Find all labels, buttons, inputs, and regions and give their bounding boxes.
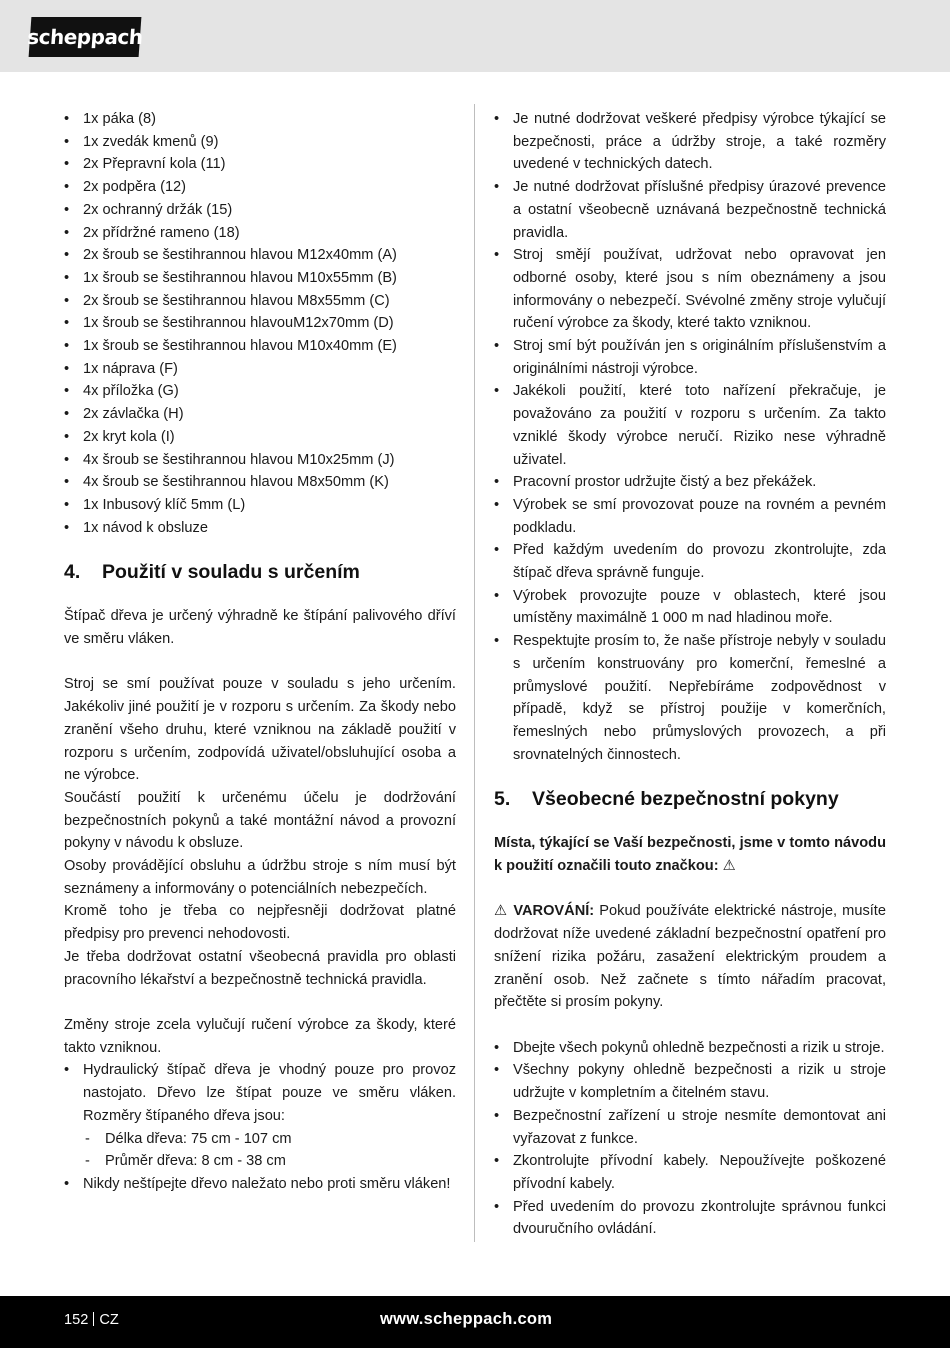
intended-use-intro: Štípač dřeva je určený výhradně ke štípání palivového dříví ve směru vláken.: [64, 608, 456, 648]
list-item: • 2x kryt kola (I): [64, 426, 456, 449]
list-item: • Je nutné dodržovat veškeré předpisy výrobce týkající se bezpečnosti, práce a údržby stroje, a také rozměry uvedené v technických datech.: [494, 108, 886, 176]
list-item: • Je nutné dodržovat příslušné předpisy úrazové prevence a ostatní všeobecně uznávaná bezpečnostně technická pravidla.: [494, 176, 886, 244]
list-item: • Výrobek se smí provozovat pouze na rovném a pevném podkladu.: [494, 494, 886, 539]
scheppach-logo: scheppach: [29, 17, 142, 57]
list-item: • 1x páka (8): [64, 108, 456, 131]
section-4-heading: 4. Použití v souladu s určením: [64, 561, 360, 584]
list-item: - Průměr dřeva: 8 cm - 38 cm: [83, 1150, 456, 1173]
list-item: • 2x ochranný držák (15): [64, 199, 456, 222]
paragraph: Kromě toho je třeba co nejpřesněji dodržovat platné předpisy pro prevenci nehodovosti.: [64, 903, 456, 943]
warning-triangle-icon: ⚠: [722, 858, 736, 875]
column-divider: [474, 104, 475, 1242]
list-item: • Bezpečnostní zařízení u stroje nesmíte demontovat ani vyřazovat z funkce.: [494, 1105, 886, 1150]
list-item: • 2x šroub se šestihrannou hlavou M8x55mm (C): [64, 290, 456, 313]
list-item: • 4x příložka (G): [64, 380, 456, 403]
list-item: • Zkontrolujte přívodní kabely. Nepoužívejte poškozené přívodní kabely.: [494, 1150, 886, 1195]
list-item: • Dbejte všech pokynů ohledně bezpečnosti a rizik u stroje.: [494, 1037, 886, 1060]
list-item: • Stroj smí být používán jen s originálním příslušenstvím a originálními nástroji výrobce.: [494, 335, 886, 380]
list-item: • Hydraulický štípač dřeva je vhodný pouze pro provoz nastojato. Dřevo lze štípat pouze ve směru vláken. Rozměry štípaného dřeva jsou: - Délka dřeva: 75 cm - 107 cm - Průměr dřeva: 8 cm - 38 cm: [64, 1059, 456, 1173]
list-item: • Před každým uvedením do provozu zkontrolujte, zda štípač dřeva správně funguje.: [494, 539, 886, 584]
paragraph: Je třeba dodržovat ostatní všeobecná pravidla pro oblasti pracovního lékařství a bezpečnostně technická pravidla.: [64, 948, 456, 988]
list-item: • Respektujte prosím to, že naše přístroje nebyly v souladu s určením konstruovány pro komerční, řemeslné a průmyslové použití. Nepřebíráme zodpovědnost v případě, když se přístroj použije v komerčních, řemeslných nebo průmyslových provozech, a při srovnatelných činnostech.: [494, 630, 886, 766]
paragraph: Součástí použití k určenému účelu je dodržování bezpečnostních pokynů a také montážní návod a provozní pokyny v návodu k obsluze.: [64, 789, 456, 852]
section-5-heading: 5. Všeobecné bezpečnostní pokyny: [494, 788, 839, 811]
list-item: • 1x šroub se šestihrannou hlavou M10x55mm (B): [64, 267, 456, 290]
left-column: [64, 108, 456, 1196]
list-item: • 2x závlačka (H): [64, 403, 456, 426]
list-item: • 2x podpěra (12): [64, 176, 456, 199]
list-item: • 1x náprava (F): [64, 358, 456, 381]
wood-dimensions: [83, 1128, 456, 1173]
page-header: [0, 0, 950, 72]
warning-label: VAROVÁNÍ:: [513, 903, 595, 920]
list-item: • Výrobek provozujte pouze v oblastech, které jsou umístěny maximálně 1 000 m nad hladinou moře.: [494, 585, 886, 630]
list-item: • Před uvedením do provozu zkontrolujte správnou funkci dvouručního ovládání.: [494, 1196, 886, 1241]
right-column: [494, 108, 886, 1241]
list-item: • 2x Přepravní kola (11): [64, 153, 456, 176]
list-item: • 4x šroub se šestihrannou hlavou M8x50mm (K): [64, 471, 456, 494]
parts-list: [64, 108, 456, 539]
safety-list: [494, 1037, 886, 1241]
list-item: - Délka dřeva: 75 cm - 107 cm: [83, 1128, 456, 1151]
page-footer: [0, 1296, 950, 1348]
list-item: • 1x Inbusový klíč 5mm (L): [64, 494, 456, 517]
paragraph: Osoby provádějící obsluhu a údržbu stroje s ním musí být seznámeny a informovány o potenciálních nebezpečích.: [64, 858, 456, 897]
list-item: • 1x šroub se šestihrannou hlavouM12x70mm (D): [64, 312, 456, 335]
list-item: • Nikdy neštípejte dřevo naležato nebo proti směru vláken!: [64, 1173, 456, 1196]
list-item: • Stroj smějí používat, udržovat nebo opravovat jen odborné osoby, které jsou s ním obeznámeny a jsou informovány o nebezpečí. Svévolné změny stroje vylučují ručení výrobce za škody, které takto vzniknou.: [494, 244, 886, 335]
list-item: • 2x šroub se šestihrannou hlavou M12x40mm (A): [64, 244, 456, 267]
list-item: • Jakékoli použití, které toto nařízení překračuje, je považováno za použití v rozporu s určením. Za takto vzniklé škody výrobce neručí. Riziko nese výhradně uživatel.: [494, 380, 886, 471]
safety-mark-note: Místa, týkající se Vaší bezpečnosti, jsme v tomto návodu k použití označili touto značkou: ⚠: [494, 835, 886, 875]
usage-bullets: [64, 1059, 456, 1195]
list-item: • 1x šroub se šestihrannou hlavou M10x40mm (E): [64, 335, 456, 358]
list-item: • 4x šroub se šestihrannou hlavou M10x25mm (J): [64, 449, 456, 472]
list-item: • Všechny pokyny ohledně bezpečnosti a rizik u stroje udržujte v kompletním a čitelném stavu.: [494, 1059, 886, 1104]
warning-paragraph: ⚠ VAROVÁNÍ: Pokud používáte elektrické nástroje, musíte dodržovat níže uvedené základní bezpečnostní opatření pro snížení rizika požáru, zasažení elektrickým proudem a zranění osob. Než začnete s tímto nářadím pracovat, přečtěte si prosím pokyny.: [494, 903, 886, 1011]
list-item: • Pracovní prostor udržujte čistý a bez překážek.: [494, 471, 886, 494]
list-item: • 1x návod k obsluze: [64, 517, 456, 540]
page-number: 152 CZ: [64, 1312, 119, 1328]
paragraph: Stroj se smí používat pouze v souladu s jeho určením. Jakékoliv jiné použití je v rozporu s určením. Za škody nebo zranění všeho druhu, které vzniknou na základě použití v rozporu s určením, zodpovídá uživatel/obsluhující osoba a ne výrobce.: [64, 676, 456, 784]
list-item: • 1x zvedák kmenů (9): [64, 131, 456, 154]
warning-triangle-icon: ⚠: [494, 903, 509, 920]
list-item: • 2x přídržné rameno (18): [64, 222, 456, 245]
changes-paragraph: Změny stroje zcela vylučují ručení výrobce za škody, které takto vzniknou.: [64, 1016, 456, 1056]
website-link[interactable]: www.scheppach.com: [380, 1310, 553, 1328]
rules-list: [494, 108, 886, 766]
